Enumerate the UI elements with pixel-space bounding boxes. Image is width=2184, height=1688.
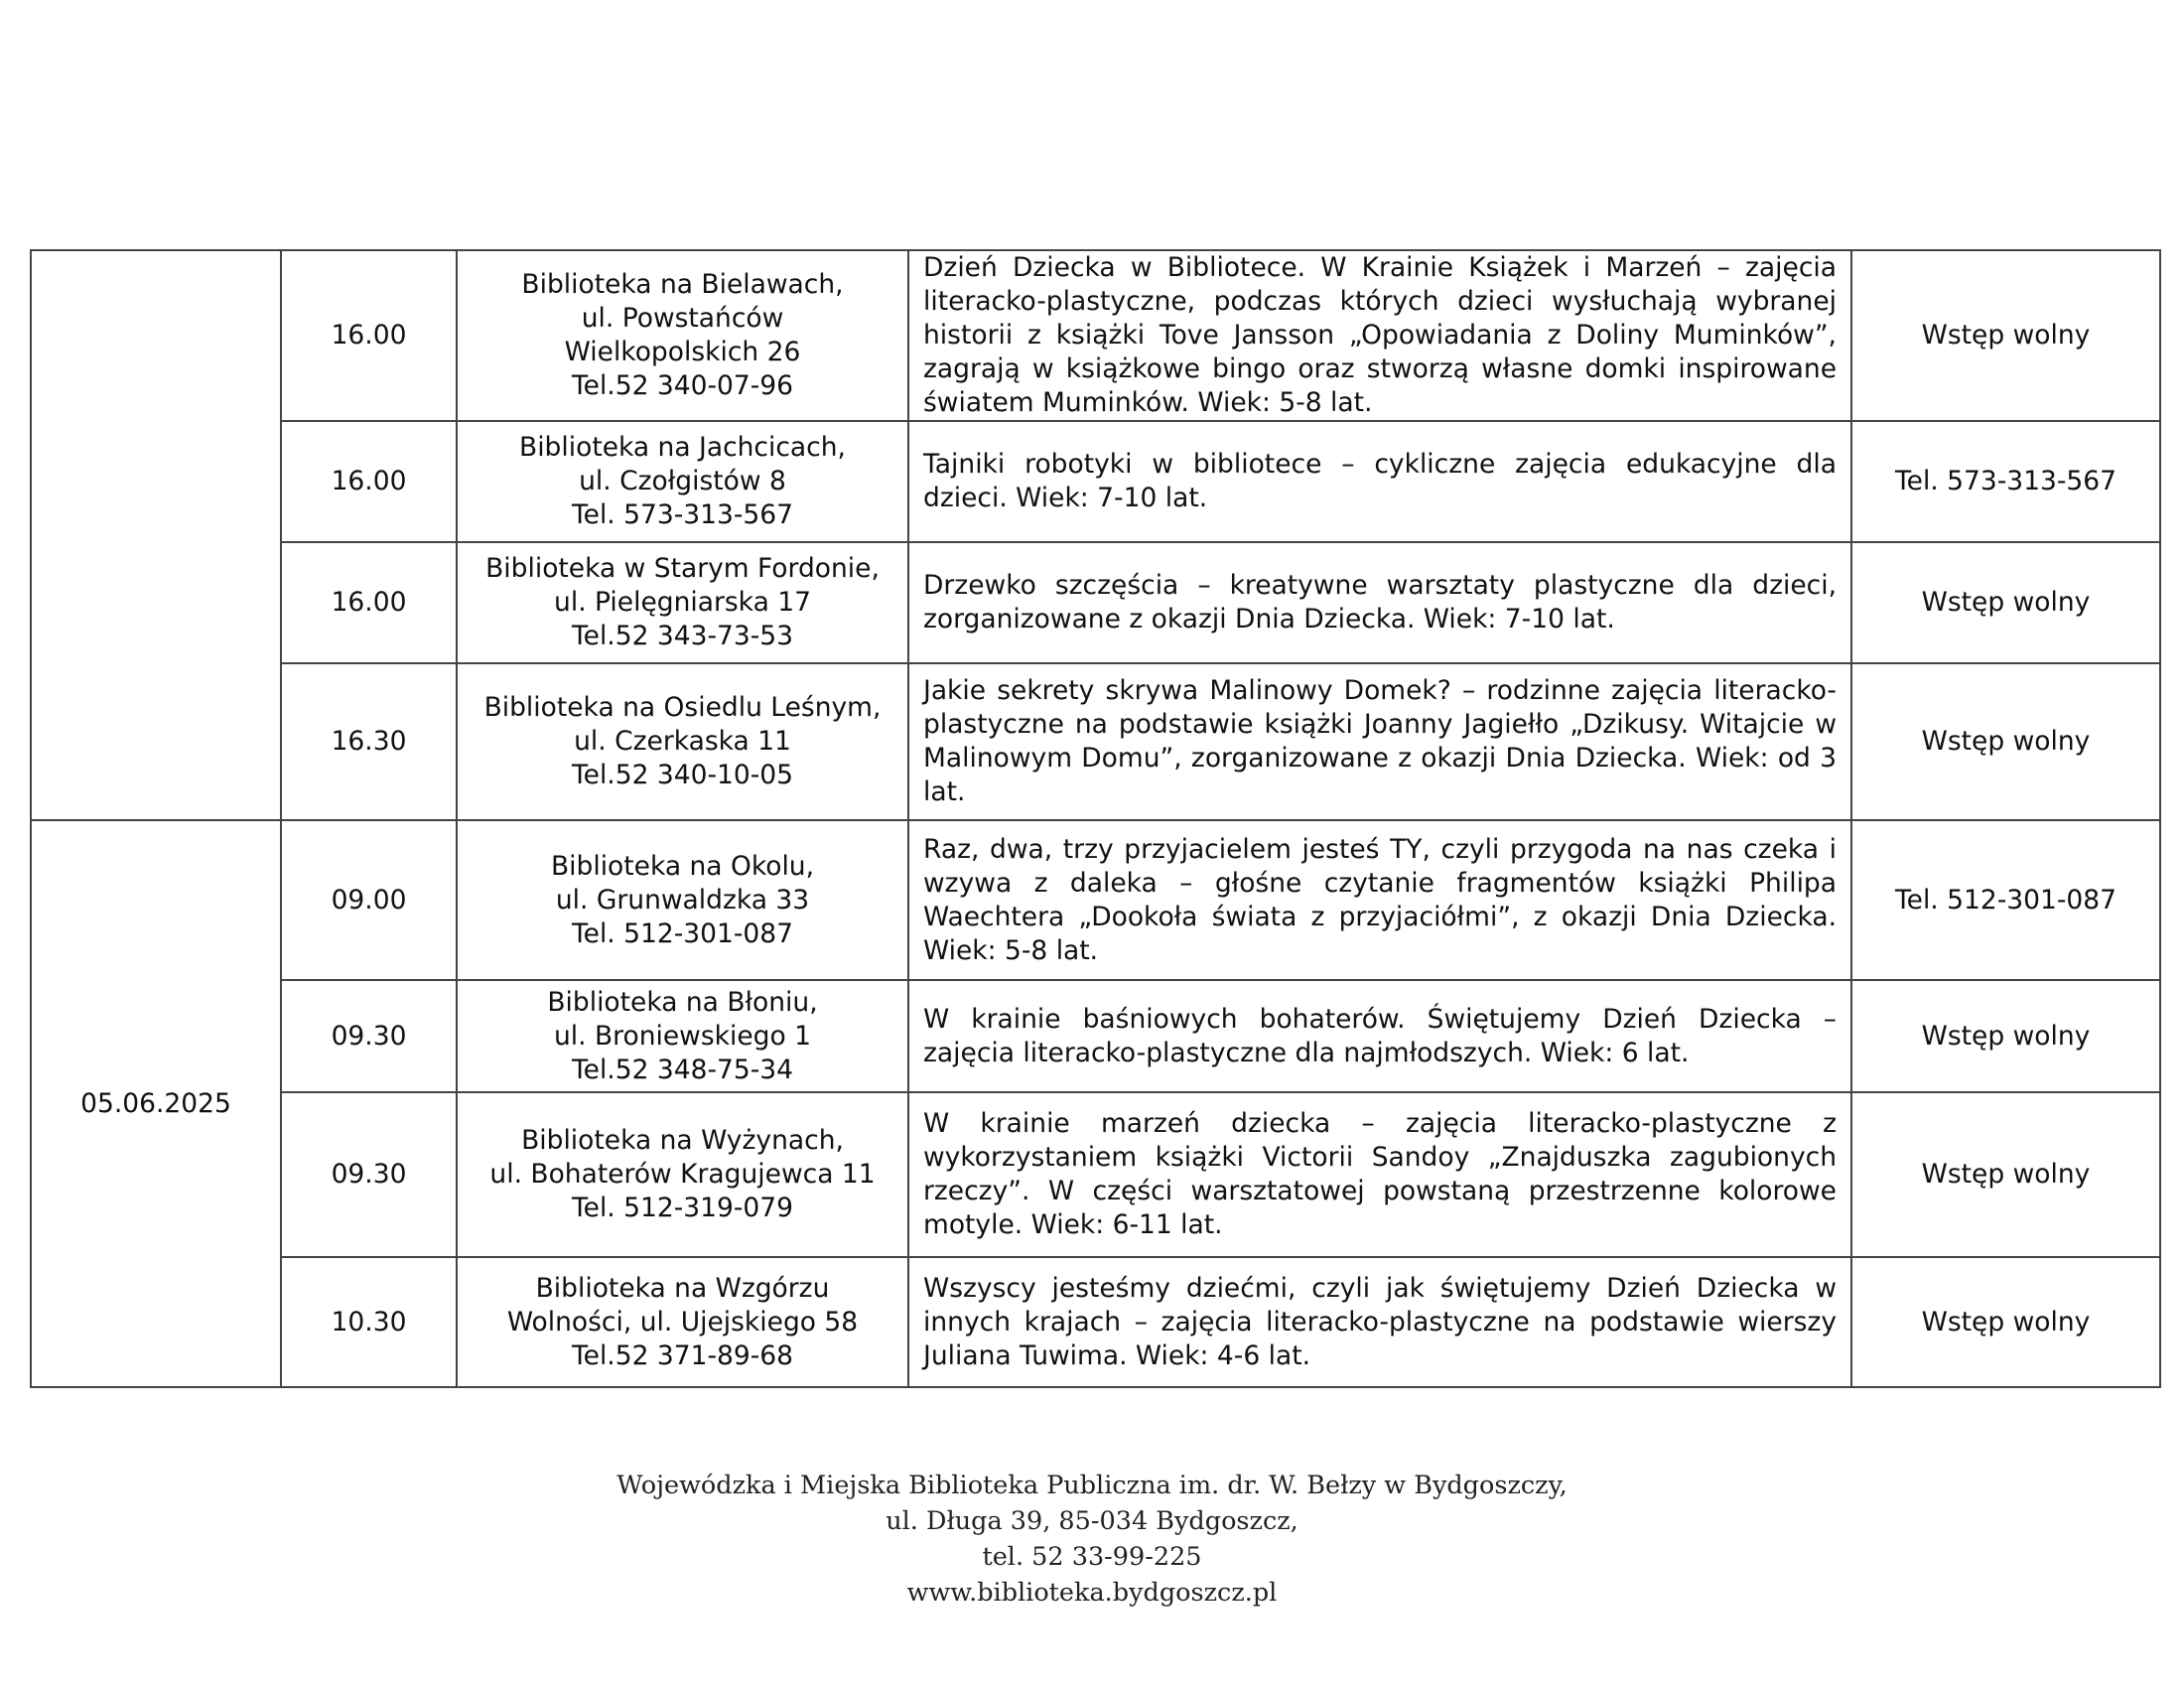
time-cell: 09.30 (281, 980, 457, 1092)
place-name: Biblioteka na Wyżynach, (521, 1125, 844, 1156)
place-name: Biblioteka w Starym Fordonie, (485, 553, 880, 584)
events-table (30, 249, 2161, 1388)
time-cell: 16.00 (281, 421, 457, 542)
place-cell (457, 820, 908, 980)
table-row (31, 421, 2160, 542)
place-address: ul. Czerkaska 11 (574, 726, 791, 757)
description-cell: W krainie marzeń dziecka – zajęcia literacko-plastyczne z wykorzystaniem książki Victorii Sandoy „Znajduszka zagubionych rzeczy”. W części warsztatowej powstaną przestrzenne kolorowe motyle. Wiek: 6-11 lat. (908, 1092, 1851, 1257)
place-address: ul. Czołgistów 8 (579, 466, 786, 496)
place-name: Biblioteka na Osiedlu Leśnym, (483, 692, 882, 723)
place-cell (457, 1257, 908, 1387)
library-phone: tel. 52 33-99-225 (982, 1542, 1202, 1572)
table-row (31, 820, 2160, 980)
place-name: Biblioteka na Błoniu, (547, 986, 818, 1018)
description-cell: Tajniki robotyki w bibliotece – cykliczne zajęcia edukacyjne dla dzieci. Wiek: 7-10 lat. (908, 421, 1851, 542)
place-phone: Tel.52 340-10-05 (571, 760, 794, 790)
entry-cell: Wstęp wolny (1851, 1257, 2160, 1387)
place-name: Biblioteka na Wzgórzu (535, 1272, 830, 1304)
time-cell: 16.00 (281, 250, 457, 421)
place-cell (457, 542, 908, 663)
description-cell: Dzień Dziecka w Bibliotece. W Krainie Książek i Marzeń – zajęcia literacko-plastyczne, podczas których dzieci wysłuchają wybranej historii z książki Tove Jansson „Opowiadania z Doliny Muminków”, zagrają w książkowe bingo oraz stworzą własne domki inspirowane światem Muminków. Wiek: 5-8 lat. (908, 250, 1851, 421)
time-cell: 09.30 (281, 1092, 457, 1257)
date-cell (31, 250, 281, 820)
entry-cell: Wstęp wolny (1851, 980, 2160, 1092)
place-phone: Tel.52 340-07-96 (571, 370, 794, 401)
place-name: Biblioteka na Bielawach, (521, 269, 844, 300)
description-cell: Drzewko szczęścia – kreatywne warsztaty plastyczne dla dzieci, zorganizowane z okazji Dnia Dziecka. Wiek: 7-10 lat. (908, 542, 1851, 663)
place-address: ul. Pielęgniarska 17 (554, 587, 811, 618)
library-address: ul. Długa 39, 85-034 Bydgoszcz, (886, 1506, 1298, 1536)
time-cell: 16.00 (281, 542, 457, 663)
entry-cell: Tel. 573-313-567 (1851, 421, 2160, 542)
description-cell: Jakie sekrety skrywa Malinowy Domek? – rodzinne zajęcia literacko-plastyczne na podstawie książki Joanny Jagiełło „Dzikusy. Witajcie w Malinowym Domu”, zorganizowane z okazji Dnia Dziecka. Wiek: od 3 lat. (908, 663, 1851, 820)
place-phone: Tel. 573-313-567 (571, 499, 794, 530)
place-cell (457, 250, 908, 421)
entry-cell: Tel. 512-301-087 (1851, 820, 2160, 980)
entry-cell: Wstęp wolny (1851, 1092, 2160, 1257)
place-address: Wolności, ul. Ujejskiego 58 (506, 1306, 859, 1337)
library-footer (0, 1468, 2184, 1611)
library-website: www.biblioteka.bydgoszcz.pl (906, 1578, 1278, 1608)
place-cell (457, 980, 908, 1092)
place-address: ul. Powstańców (581, 303, 784, 334)
time-cell: 10.30 (281, 1257, 457, 1387)
description-cell: Wszyscy jesteśmy dziećmi, czyli jak świętujemy Dzień Dziecka w innych krajach – zajęcia literacko-plastyczne na podstawie wierszy Juliana Tuwima. Wiek: 4-6 lat. (908, 1257, 1851, 1387)
date-cell: 05.06.2025 (31, 820, 281, 1387)
place-cell (457, 1092, 908, 1257)
place-cell (457, 663, 908, 820)
place-phone: Tel. 512-301-087 (571, 917, 794, 949)
table-row (31, 250, 2160, 421)
place-address: ul. Grunwaldzka 33 (555, 884, 810, 915)
place-phone: Tel. 512-319-079 (571, 1193, 794, 1223)
place-phone: Tel.52 371-89-68 (571, 1339, 794, 1371)
table-row (31, 663, 2160, 820)
table-row (31, 1092, 2160, 1257)
description-cell: Raz, dwa, trzy przyjacielem jesteś TY, czyli przygoda na nas czeka i wzywa z daleka – głośne czytanie fragmentów książki Philipa Waechtera „Dookoła świata z przyjaciółmi”, z okazji Dnia Dziecka. Wiek: 5-8 lat. (908, 820, 1851, 980)
time-cell: 09.00 (281, 820, 457, 980)
table-row (31, 542, 2160, 663)
entry-cell: Wstęp wolny (1851, 542, 2160, 663)
place-cell (457, 421, 908, 542)
entry-cell: Wstęp wolny (1851, 250, 2160, 421)
time-cell: 16.30 (281, 663, 457, 820)
description-cell: W krainie baśniowych bohaterów. Świętujemy Dzień Dziecka – zajęcia literacko-plastyczne dla najmłodszych. Wiek: 6 lat. (908, 980, 1851, 1092)
table-row (31, 980, 2160, 1092)
place-phone: Tel.52 343-73-53 (571, 621, 794, 651)
place-name: Biblioteka na Okolu, (550, 850, 815, 882)
place-name: Biblioteka na Jachcicach, (519, 432, 846, 463)
place-phone: Tel.52 348-75-34 (571, 1054, 794, 1085)
place-address: Wielkopolskich 26 (564, 337, 801, 367)
table-row (31, 1257, 2160, 1387)
place-address: ul. Broniewskiego 1 (554, 1020, 811, 1052)
entry-cell: Wstęp wolny (1851, 663, 2160, 820)
library-name: Wojewódzka i Miejska Biblioteka Publiczna im. dr. W. Bełzy w Bydgoszczy, (616, 1471, 1568, 1500)
place-address: ul. Bohaterów Kragujewca 11 (489, 1159, 876, 1190)
